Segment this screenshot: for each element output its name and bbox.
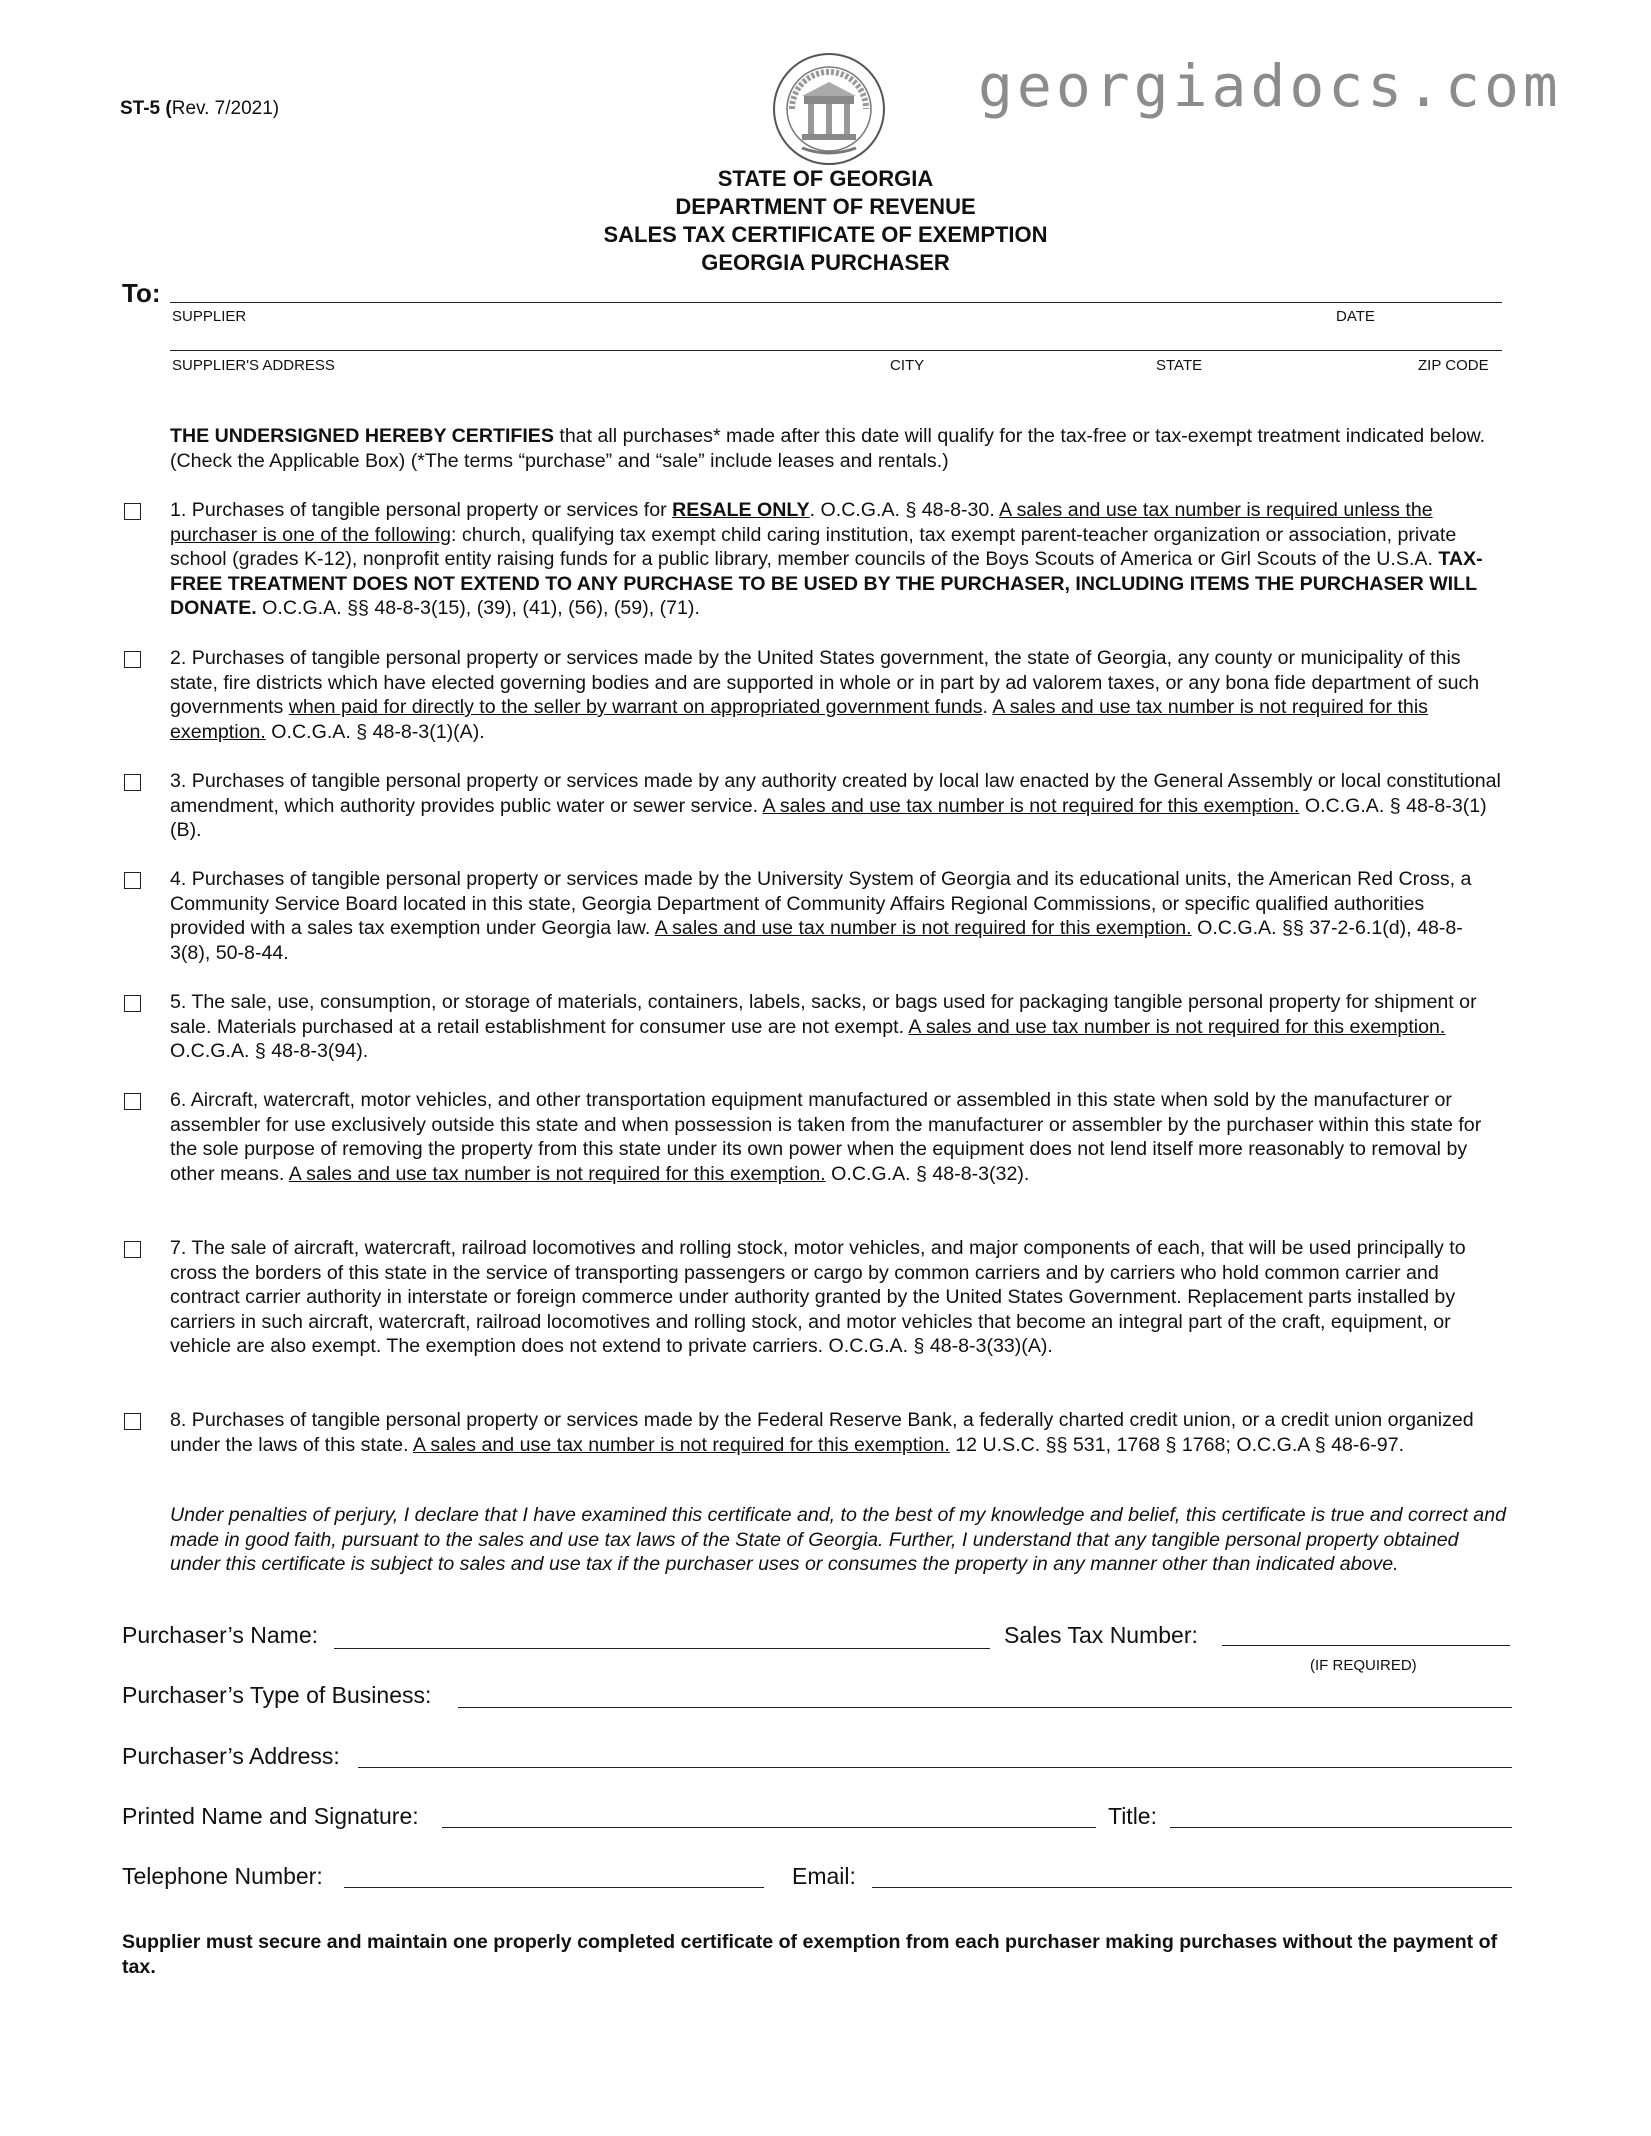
telephone-line[interactable]: [344, 1887, 764, 1888]
printed-name-line[interactable]: [442, 1827, 1096, 1828]
checkbox-item-7[interactable]: [124, 1241, 141, 1258]
supplier-line[interactable]: [170, 302, 1502, 303]
checkbox-item-3[interactable]: [124, 774, 141, 791]
exemption-item-1: 1. Purchases of tangible personal property or services for RESALE ONLY. O.C.G.A. § 48-8-30. A sales and use tax number is required unless the purchaser is one of the following: church, qualifying tax exempt child caring institution, tax exempt parent-teacher organization or association, private school (grades K-12), nonprofit entity raising funds for a public library, member councils of the Boys Scouts of America or Girl Scouts of the U.S.A. TAX-FREE TREATMENT DOES NOT EXTEND TO ANY PURCHASE TO BE USED BY THE PURCHASER, INCLUDING ITEMS THE PURCHASER WILL DONATE. O.C.G.A. §§ 48-8-3(15), (39), (41), (56), (59), (71).: [170, 499, 1483, 619]
if-required-label: (IF REQUIRED): [1310, 1657, 1417, 1674]
checkbox-item-1[interactable]: [124, 503, 141, 520]
perjury-statement: Under penalties of perjury, I declare that I have examined this certificate and, to the best of my knowledge and belief, this certificate is true and correct and made in good faith, pursuant to the sales and use tax laws of the State of Georgia. Further, I understand that any tangible personal property obtained under this certificate is subject to sales and use tax if the purchaser uses or consumes the property in any manner other than indicated above.: [170, 1504, 1507, 1575]
purchaser-address-line[interactable]: [358, 1767, 1512, 1768]
checkbox-item-4[interactable]: [124, 872, 141, 889]
title-line-purchaser: GEORGIA PURCHASER: [701, 250, 950, 275]
checkbox-item-5[interactable]: [124, 995, 141, 1012]
sales-tax-number-line[interactable]: [1222, 1645, 1510, 1646]
exemption-item-7: 7. The sale of aircraft, watercraft, railroad locomotives and rolling stock, motor vehicles, and major components of each, that will be used principally to cross the borders of this state in the service of transporting passengers or cargo by common carriers and by carriers who hold common carrier and contract carrier authority in interstate or foreign commerce under authority granted by the United States Government. Replacement parts installed by carriers in such aircraft, watercraft, railroad locomotives and rolling stock, and motor vehicles that become an integral part of the craft, equipment, or vehicle are also exempt. The exemption does not extend to private carriers. O.C.G.A. § 48-8-3(33)(A).: [170, 1237, 1466, 1357]
exemption-item-3: 3. Purchases of tangible personal property or services made by any authority created by local law enacted by the General Assembly or local constitutional amendment, which authority provides public water or sewer service. A sales and use tax number is not required for this exemption. O.C.G.A. § 48-8-3(1)(B).: [170, 770, 1501, 841]
exemption-item-8: 8. Purchases of tangible personal property or services made by the Federal Reserve Bank, a federally charted credit union, or a credit union organized under the laws of this state. A sales and use tax number is not required for this exemption. 12 U.S.C. §§ 531, 1768 § 1768; O.C.G.A § 48-6-97.: [170, 1409, 1474, 1456]
footer-note: Supplier must secure and maintain one properly completed certificate of exemption from each purchaser making purchases without the payment of tax.: [122, 1931, 1498, 1978]
zip-label: ZIP CODE: [1418, 357, 1489, 374]
email-line[interactable]: [872, 1887, 1512, 1888]
supplier-label: SUPPLIER: [172, 308, 247, 325]
telephone-label: Telephone Number:: [122, 1863, 323, 1889]
title-line-state: STATE OF GEORGIA: [717, 166, 934, 191]
exemption-item-6: 6. Aircraft, watercraft, motor vehicles, and other transportation equipment manufactured or assembled in this state when sold by the manufacturer or assembler for use exclusively outside this state and when possession is taken from the manufacturer or assembler by the purchaser within this state for the sole purpose of removing the property from this state under its own power when the equipment does not lend itself more reasonably to removal by other means. A sales and use tax number is not required for this exemption. O.C.G.A. § 48-8-3(32).: [170, 1089, 1482, 1185]
certification-paragraph: [170, 424, 1500, 473]
title-label: Title:: [1108, 1803, 1157, 1829]
type-of-business-line[interactable]: [458, 1707, 1512, 1708]
state-label: STATE: [1156, 357, 1203, 374]
supplier-address-line[interactable]: [170, 350, 1502, 351]
exemption-item-4: 4. Purchases of tangible personal property or services made by the University System of Georgia and its educational units, the American Red Cross, a Community Service Board located in this state, Georgia Department of Community Affairs Regional Commissions, or specific qualified authorities provided with a sales tax exemption under Georgia law. A sales and use tax number is not required for this exemption. O.C.G.A. §§ 37-2-6.1(d), 48-8-3(8), 50-8-44.: [170, 868, 1472, 964]
type-of-business-label: Purchaser’s Type of Business:: [122, 1682, 432, 1708]
city-label: CITY: [890, 357, 925, 374]
to-label: To:: [122, 278, 161, 308]
email-label: Email:: [792, 1863, 856, 1889]
checkbox-item-6[interactable]: [124, 1093, 141, 1110]
title-line[interactable]: [1170, 1827, 1512, 1828]
exemption-item-5: 5. The sale, use, consumption, or storage of materials, containers, labels, sacks, or bags used for packaging tangible personal property for shipment or sale. Materials purchased at a retail establishment for consumer use are not exempt. A sales and use tax number is not required for this exemption. O.C.G.A. § 48-8-3(94).: [170, 991, 1477, 1062]
georgia-seal-icon: [772, 52, 886, 166]
printed-name-label: Printed Name and Signature:: [122, 1803, 419, 1829]
watermark: georgiadocs.com: [978, 52, 1562, 120]
supplier-address-label: SUPPLIER'S ADDRESS: [172, 357, 335, 374]
purchaser-address-label: Purchaser’s Address:: [122, 1743, 340, 1769]
purchaser-name-label: Purchaser’s Name:: [122, 1622, 319, 1648]
certify-lead: THE UNDERSIGNED HEREBY CERTIFIES: [170, 425, 554, 447]
title-line-certificate: SALES TAX CERTIFICATE OF EXEMPTION: [603, 222, 1048, 247]
title-line-department: DEPARTMENT OF REVENUE: [675, 194, 976, 219]
certify-text: that all purchases* made after this date will qualify for the tax-free or tax-exempt treatment indicated below. (Check the Applicable Box) (*The terms “purchase” and “sale” include leases and rentals.): [170, 425, 1486, 472]
form-id: ST-5 (Rev. 7/2021): [120, 98, 280, 119]
purchaser-name-line[interactable]: [334, 1648, 990, 1649]
checkbox-item-8[interactable]: [124, 1413, 141, 1430]
sales-tax-number-label: Sales Tax Number:: [1004, 1622, 1198, 1648]
date-label: DATE: [1336, 308, 1375, 325]
exemption-item-2: 2. Purchases of tangible personal property or services made by the United States government, the state of Georgia, any county or municipality of this state, fire districts which have elected governing bodies and are supported in whole or in part by ad valorem taxes, or any bona fide department of such governments when paid for directly to the seller by warrant on appropriated government funds. A sales and use tax number is not required for this exemption. O.C.G.A. § 48-8-3(1)(A).: [170, 647, 1480, 743]
checkbox-item-2[interactable]: [124, 651, 141, 668]
form-title: [0, 165, 1651, 277]
